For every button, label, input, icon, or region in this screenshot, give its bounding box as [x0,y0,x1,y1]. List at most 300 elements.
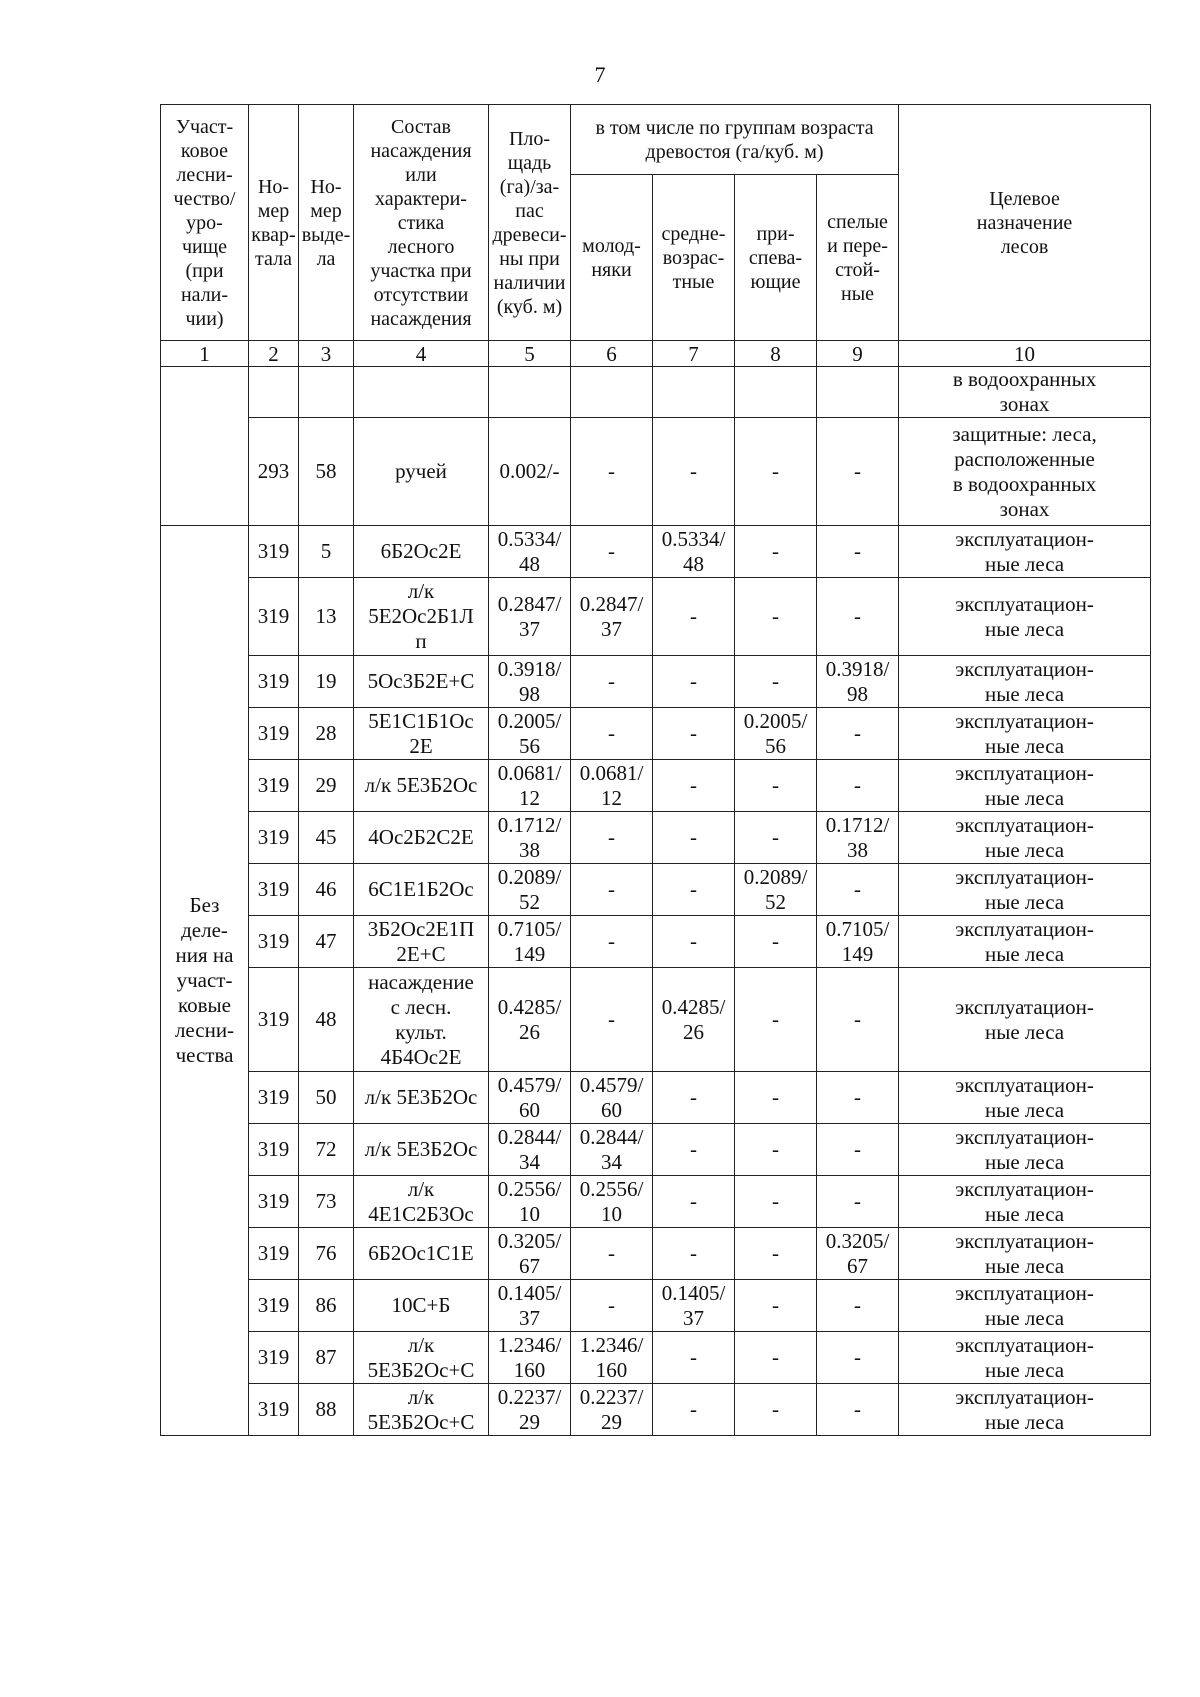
quarter-cell: 319 [249,812,299,864]
text-line: л/к 5Е3Б2Ос [364,1137,478,1161]
young-cell [571,1228,653,1280]
purpose-cell [899,578,1151,656]
text-line: 0.0681/ [579,760,644,785]
text-line: в водоохранных [952,367,1097,391]
column-number: 1 [161,341,249,367]
premature-cell [735,1384,817,1436]
area-cell [489,1176,571,1228]
text-line: - [772,1189,779,1213]
area-cell [489,1124,571,1176]
continuation-row [161,367,1151,418]
composition-cell [354,708,489,760]
text-line: п [415,629,427,653]
text-line: ные леса [984,785,1065,810]
composition-cell [354,1072,489,1124]
text-line: характери- [375,187,467,210]
text-line: чество/ [173,187,236,210]
text-line: 10 [519,1201,540,1226]
text-line: спева- [748,246,803,269]
text-line: 56 [519,733,540,758]
text-line: 0.2237/ [579,1384,644,1409]
quarter-cell: 319 [249,1124,299,1176]
table-row [161,1124,1151,1176]
composition-cell [354,1384,489,1436]
text-line: отсутствии [373,283,469,306]
text-line: участ- [176,968,233,992]
middle-cell [653,656,735,708]
text-line: ные леса [984,1357,1065,1382]
mature-cell [817,367,899,418]
premature-cell [735,1176,817,1228]
purpose-cell [899,1176,1151,1228]
text-line: 56 [765,733,786,758]
text-line: - [608,1241,615,1265]
column-number: 6 [571,341,653,367]
area-cell [489,968,571,1072]
text-line: 60 [519,1097,540,1122]
text-line: - [690,604,697,628]
premature-cell [735,1228,817,1280]
text-line: - [772,825,779,849]
middle-cell [653,578,735,656]
section-cell: 19 [299,656,354,708]
text-line: 0.2847/ [497,591,562,616]
text-line: л/к [407,1384,435,1409]
premature-cell [735,1280,817,1332]
text-line: спелые [827,210,888,233]
text-line: 0.2556/ [579,1176,644,1201]
text-line: - [690,1189,697,1213]
text-line: ные леса [984,1409,1065,1434]
text-line: 160 [513,1357,546,1382]
young-cell [571,367,653,418]
text-line: стой- [835,258,880,281]
text-line: стика [397,211,445,234]
text-line: участка при [370,259,472,282]
text-line: - [690,1241,697,1265]
header-section-number [299,105,354,341]
section-cell: 28 [299,708,354,760]
text-line: ные леса [984,1149,1065,1174]
text-line: ные леса [984,681,1065,706]
composition-cell [354,760,489,812]
purpose-cell [899,367,1151,418]
text-line: Целевое [989,187,1060,210]
text-line: (куб. м) [496,295,563,318]
composition-cell [354,1228,489,1280]
quarter-cell: 319 [249,526,299,578]
text-line: 0.2844/ [497,1124,562,1149]
text-line: ные леса [984,733,1065,758]
composition-cell [354,812,489,864]
text-line: л/к 5Е3Б2Ос [364,773,478,797]
text-line: 2Е [409,733,433,758]
text-line: эксплуатацион- [955,1384,1094,1409]
column-number: 2 [249,341,299,367]
premature-cell [735,968,817,1072]
text-line: - [854,773,862,797]
header-mature [817,175,899,341]
premature-cell [735,1072,817,1124]
text-line: 0.2844/ [579,1124,644,1149]
composition-cell [354,968,489,1072]
text-line: 0.2237/ [497,1384,562,1409]
premature-cell [735,578,817,656]
text-line: - [772,539,779,563]
quarter-cell: 319 [249,1280,299,1332]
text-line: 0.002/- [499,459,560,483]
text-line: ные [841,282,875,305]
young-cell [571,1072,653,1124]
text-line: 4Ос2Б2С2Е [368,825,474,849]
text-line: зонах [999,496,1050,521]
text-line: 10С+Б [391,1293,451,1317]
text-line: - [690,721,697,745]
young-cell [571,578,653,656]
text-line: ные леса [984,1201,1065,1226]
table-row [161,864,1151,916]
section-cell: 86 [299,1280,354,1332]
text-line: - [772,1397,779,1421]
text-line: эксплуатацион- [955,916,1094,941]
text-line: 6Б2Ос2Е [380,539,462,563]
text-line: эксплуатацион- [955,1072,1094,1097]
section-cell: 47 [299,916,354,968]
text-line: 38 [847,837,869,862]
header-age-groups [571,105,899,175]
young-cell [571,1384,653,1436]
text-line: 0.0681/ [497,760,562,785]
quarter-cell [249,367,299,418]
section-cell: 48 [299,968,354,1072]
text-line: 5Е3Б2Ос+С [367,1357,475,1382]
text-line: лесни- [176,163,233,186]
purpose-cell [899,1280,1151,1332]
column-number: 4 [354,341,489,367]
text-line: культ. [395,1019,447,1044]
text-line: ные леса [984,551,1065,576]
mature-cell [817,1124,899,1176]
text-line: 0.3205/ [497,1228,562,1253]
area-cell [489,812,571,864]
quarter-cell: 293 [249,418,299,526]
text-line: 149 [513,941,546,966]
area-cell [489,1228,571,1280]
text-line: - [854,1137,862,1161]
text-line: ны при [499,247,560,270]
text-line: чии) [185,307,224,330]
purpose-cell [899,418,1151,526]
mature-cell [817,1176,899,1228]
text-line: - [608,825,615,849]
text-line: 0.2089/ [497,864,562,889]
premature-cell [735,1124,817,1176]
text-line: 12 [601,785,622,810]
text-line: Без [189,893,220,917]
text-line: 4Б4Ос2Е [380,1044,462,1069]
quarter-cell: 319 [249,656,299,708]
area-cell [489,864,571,916]
text-line: 0.2005/ [743,708,808,733]
area-cell [489,760,571,812]
section-cell: 73 [299,1176,354,1228]
table-row [161,1072,1151,1124]
text-line: Но- [310,175,342,198]
text-line: - [854,1293,862,1317]
text-line: ные леса [984,889,1065,914]
text-line: 37 [519,1305,540,1330]
composition-cell [354,864,489,916]
text-line: расположенные [954,446,1095,471]
text-line: деле- [181,918,228,942]
text-line: лесни- [174,1018,235,1042]
purpose-cell [899,1124,1151,1176]
text-line: 0.3205/ [825,1228,890,1253]
text-line: 10 [601,1201,622,1226]
table-row [161,526,1151,578]
text-line: 0.7105/ [825,916,890,941]
purpose-cell [899,656,1151,708]
text-line: - [608,1007,615,1031]
purpose-cell [899,968,1151,1072]
young-cell [571,812,653,864]
section-cell: 72 [299,1124,354,1176]
purpose-cell [899,1228,1151,1280]
text-line: 2Е+С [396,941,446,966]
composition-cell [354,656,489,708]
text-line: уро- [186,211,223,234]
text-line: (при [185,259,224,282]
area-cell [489,916,571,968]
text-line: 160 [595,1357,628,1382]
young-cell [571,656,653,708]
text-line: 0.1405/ [497,1280,562,1305]
text-line: - [772,669,779,693]
text-line: 0.3918/ [825,656,890,681]
text-line: назначение [976,211,1073,234]
quarter-cell: 319 [249,1176,299,1228]
young-cell [571,1332,653,1384]
text-line: 26 [683,1019,704,1044]
quarter-cell: 319 [249,578,299,656]
mature-cell [817,968,899,1072]
text-line: древеси- [492,223,567,246]
table-row [161,1332,1151,1384]
text-line: ния на [175,943,234,967]
text-line: ковое [180,139,229,162]
text-line: - [854,1345,862,1369]
text-line: 0.3918/ [497,656,562,681]
text-line: 37 [601,616,622,641]
header-premature [735,175,817,341]
text-line: молод- [582,234,641,257]
composition-cell [354,1176,489,1228]
premature-cell [735,418,817,526]
text-line: - [690,773,697,797]
text-line: 0.7105/ [497,916,562,941]
text-line: эксплуатацион- [955,760,1094,785]
young-cell [571,968,653,1072]
text-line: - [854,1189,862,1213]
text-line: 1.2346/ [579,1332,644,1357]
text-line: или [405,163,437,186]
text-line: - [608,539,615,563]
premature-cell [735,864,817,916]
purpose-cell [899,760,1151,812]
premature-cell [735,708,817,760]
text-line: 0.4285/ [661,994,726,1019]
mature-cell [817,1280,899,1332]
composition-cell [354,367,489,418]
text-line: 1.2346/ [497,1332,562,1357]
text-line: ковые [178,993,231,1017]
text-line: - [772,1085,779,1109]
text-line: средне- [661,222,726,245]
premature-cell [735,916,817,968]
text-line: 48 [683,551,704,576]
text-line: - [854,459,862,483]
text-line: - [772,1241,779,1265]
text-line: - [608,721,615,745]
text-line: мер [257,199,290,222]
mature-cell [817,812,899,864]
mature-cell [817,1072,899,1124]
premature-cell [735,526,817,578]
text-line: 26 [519,1019,540,1044]
text-line: эксплуатацион- [955,994,1094,1019]
young-cell [571,1124,653,1176]
text-line: эксплуатацион- [955,591,1094,616]
text-line: эксплуатацион- [955,864,1094,889]
quarter-cell: 319 [249,864,299,916]
column-number: 9 [817,341,899,367]
premature-cell [735,812,817,864]
mature-cell [817,656,899,708]
text-line: 5Е1С1Б1Ос [368,708,474,733]
middle-cell [653,1072,735,1124]
quarter-cell: 319 [249,1384,299,1436]
table-row [161,708,1151,760]
text-line: - [690,1085,697,1109]
text-line: - [772,1007,779,1031]
middle-cell [653,968,735,1072]
purpose-cell [899,708,1151,760]
composition-cell [354,578,489,656]
mature-cell [817,418,899,526]
text-line: ные леса [984,941,1065,966]
text-line: 0.2847/ [579,591,644,616]
table-row [161,760,1151,812]
text-line: 5Ос3Б2Е+С [367,669,475,693]
middle-cell [653,418,735,526]
text-line: - [772,604,779,628]
young-cell [571,1176,653,1228]
young-cell [571,760,653,812]
area-cell [489,1280,571,1332]
text-line: 6С1Е1Б2Ос [368,877,474,901]
text-line: наличии [493,271,566,294]
text-line: - [854,604,862,628]
text-line: зонах [999,392,1050,416]
text-line: 0.2089/ [743,864,808,889]
purpose-cell [899,1384,1151,1436]
header-young [571,175,653,341]
table-row [161,916,1151,968]
text-line: ные леса [984,1253,1065,1278]
middle-cell [653,708,735,760]
text-line: 67 [847,1253,869,1278]
text-line: 0.4285/ [497,994,562,1019]
page-number: 7 [594,62,606,87]
young-cell [571,916,653,968]
text-line: - [690,1137,697,1161]
table-row [161,1384,1151,1436]
middle-cell [653,916,735,968]
text-line: 5Е2Ос2Б1Л [368,604,474,628]
text-line: ные леса [984,837,1065,862]
area-cell [489,526,571,578]
composition-cell [354,1124,489,1176]
text-line: л/к [407,1176,435,1201]
text-line: - [854,1397,862,1421]
section-cell [299,367,354,418]
text-line: 0.4579/ [497,1072,562,1097]
mature-cell [817,708,899,760]
premature-cell [735,367,817,418]
section-cell: 45 [299,812,354,864]
text-line: 0.5334/ [497,526,562,551]
text-line: 0.1712/ [497,812,562,837]
text-line: - [854,1007,862,1031]
purpose-cell [899,1072,1151,1124]
text-line: мер [310,199,342,222]
middle-cell [653,1384,735,1436]
header-quarter-number [249,105,299,341]
text-line: - [608,877,615,901]
text-line: эксплуатацион- [955,656,1094,681]
header-purpose [899,105,1151,341]
text-line: выде- [301,223,351,246]
forestry-name-cell [161,526,249,1436]
area-cell [489,1384,571,1436]
text-line: в водоохранных [952,471,1097,496]
text-line: 6Б2Ос1С1Е [368,1241,474,1265]
area-cell [489,656,571,708]
text-line: 3Б2Ос2Е1П [367,916,475,941]
young-cell [571,418,653,526]
purpose-cell [899,864,1151,916]
column-numbers-row [161,341,1151,367]
text-line: 0.5334/ [661,526,726,551]
text-line: в том числе по группам возраста [595,116,874,139]
table-row [161,578,1151,656]
text-line: 0.4579/ [579,1072,644,1097]
text-line: эксплуатацион- [955,1332,1094,1357]
text-line: насаждения [370,307,472,330]
text-line: древостоя (га/куб. м) [645,140,824,163]
text-line: 0.2556/ [497,1176,562,1201]
text-line: эксплуатацион- [955,1124,1094,1149]
text-line: - [690,825,697,849]
header-forestry [161,105,249,341]
text-line: 52 [519,889,540,914]
text-line: л/к 5Е3Б2Ос [364,1085,478,1109]
table-row [161,1228,1151,1280]
composition-cell [354,1332,489,1384]
section-cell: 50 [299,1072,354,1124]
section-cell: 46 [299,864,354,916]
column-number: 3 [299,341,354,367]
